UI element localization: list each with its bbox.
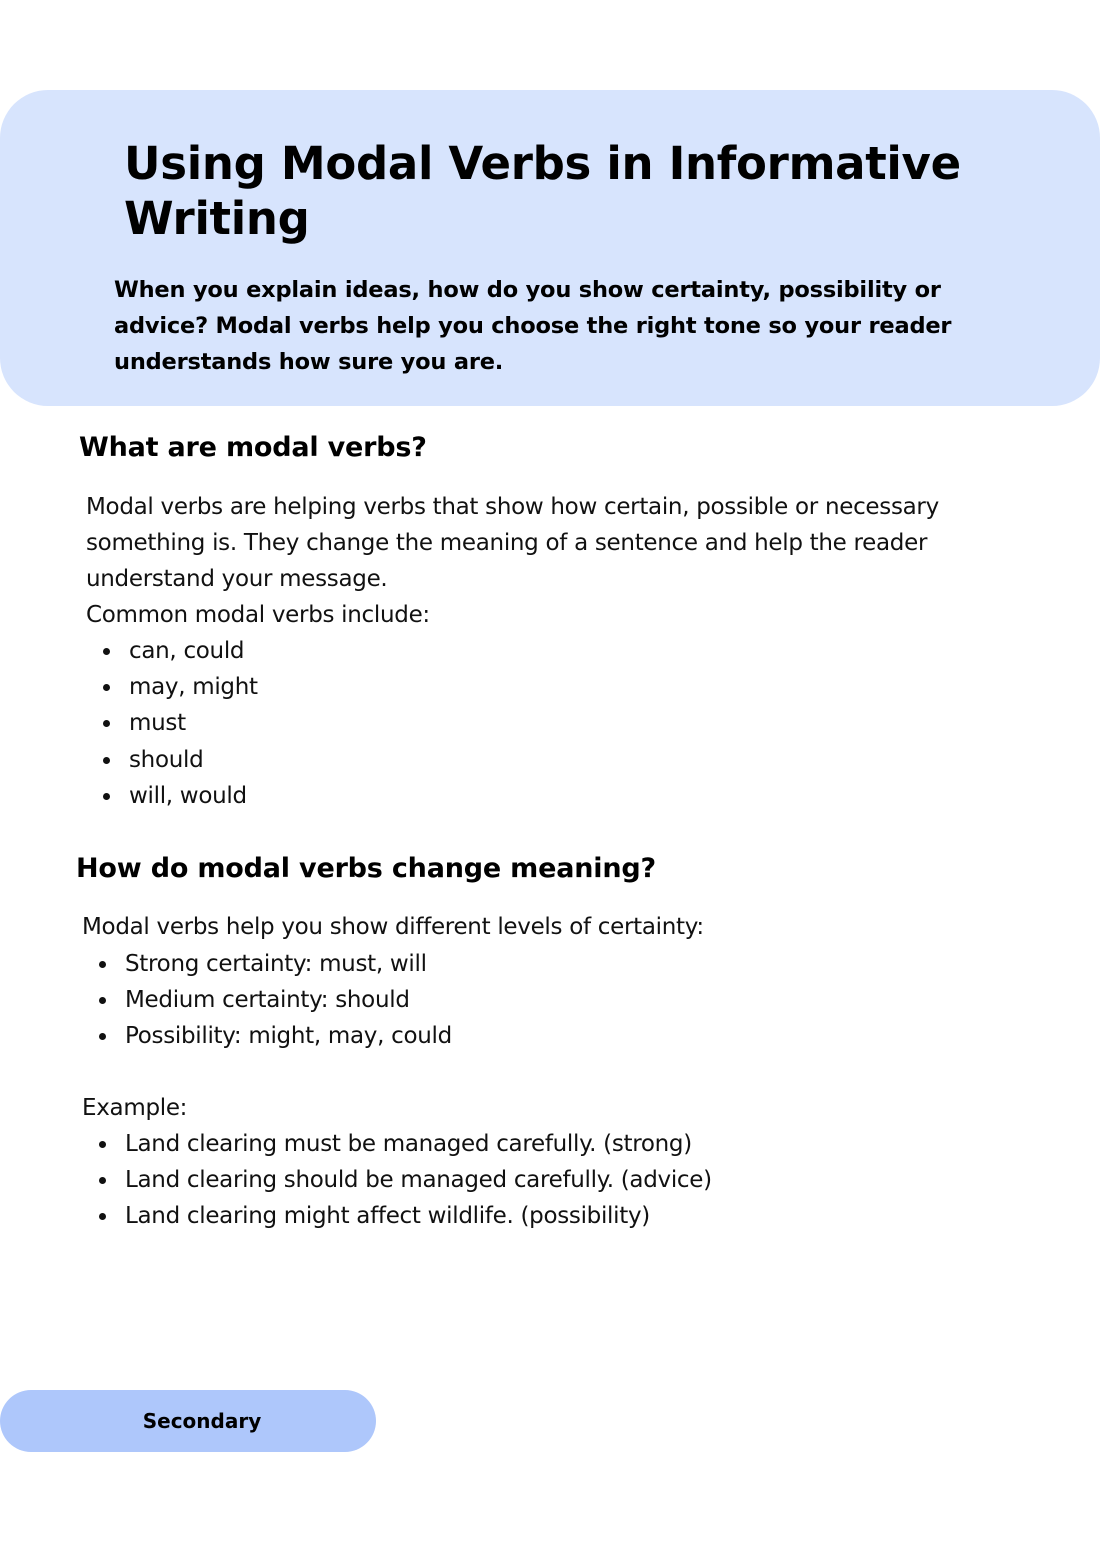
level-badge (0, 1390, 376, 1452)
section1-list-intro: Common modal verbs include: (86, 602, 430, 628)
bullet-icon (103, 757, 110, 764)
intro-text: When you explain ideas, how do you show certainty, possibility or advice? Modal verbs help you choose the right tone so your reader understands how sure you are. (114, 277, 952, 375)
level-badge-label: Secondary (142, 1409, 262, 1433)
section-heading-what-are-modal-verbs: What are modal verbs? (79, 432, 427, 463)
section-heading-change-meaning: How do modal verbs change meaning? (76, 853, 656, 884)
list-item: Land clearing should be managed carefully. (advice) (81, 1162, 712, 1198)
list-item: Possibility: might, may, could (81, 1018, 452, 1054)
page-title: Using Modal Verbs in Informative Writing (124, 137, 961, 245)
list-item: Land clearing might affect wildlife. (possibility) (81, 1198, 712, 1234)
list-item: Land clearing must be managed carefully. (strong) (81, 1126, 712, 1162)
list-item: Medium certainty: should (81, 982, 452, 1018)
certainty-levels-list (81, 946, 452, 1055)
examples-list (81, 1126, 712, 1235)
bullet-icon (99, 1177, 106, 1184)
bullet-icon (99, 961, 106, 968)
list-item: may, might (85, 669, 258, 705)
bullet-icon (103, 648, 110, 655)
modal-verbs-list (85, 633, 258, 814)
bullet-icon (99, 1213, 106, 1220)
bullet-icon (103, 793, 110, 800)
bullet-icon (99, 1033, 106, 1040)
section2-paragraph: Modal verbs help you show different levels of certainty: (82, 914, 704, 940)
example-label: Example: (82, 1095, 188, 1121)
list-item: must (85, 705, 258, 741)
bullet-icon (103, 720, 110, 727)
bullet-icon (99, 1141, 106, 1148)
list-item: will, would (85, 778, 258, 814)
list-item: Strong certainty: must, will (81, 946, 452, 982)
bullet-icon (103, 684, 110, 691)
section1-paragraph: Modal verbs are helping verbs that show how certain, possible or necessary something is. They change the meaning of a sentence and help the reader understand your message. (86, 494, 939, 592)
list-item: can, could (85, 633, 258, 669)
list-item: should (85, 742, 258, 778)
bullet-icon (99, 997, 106, 1004)
